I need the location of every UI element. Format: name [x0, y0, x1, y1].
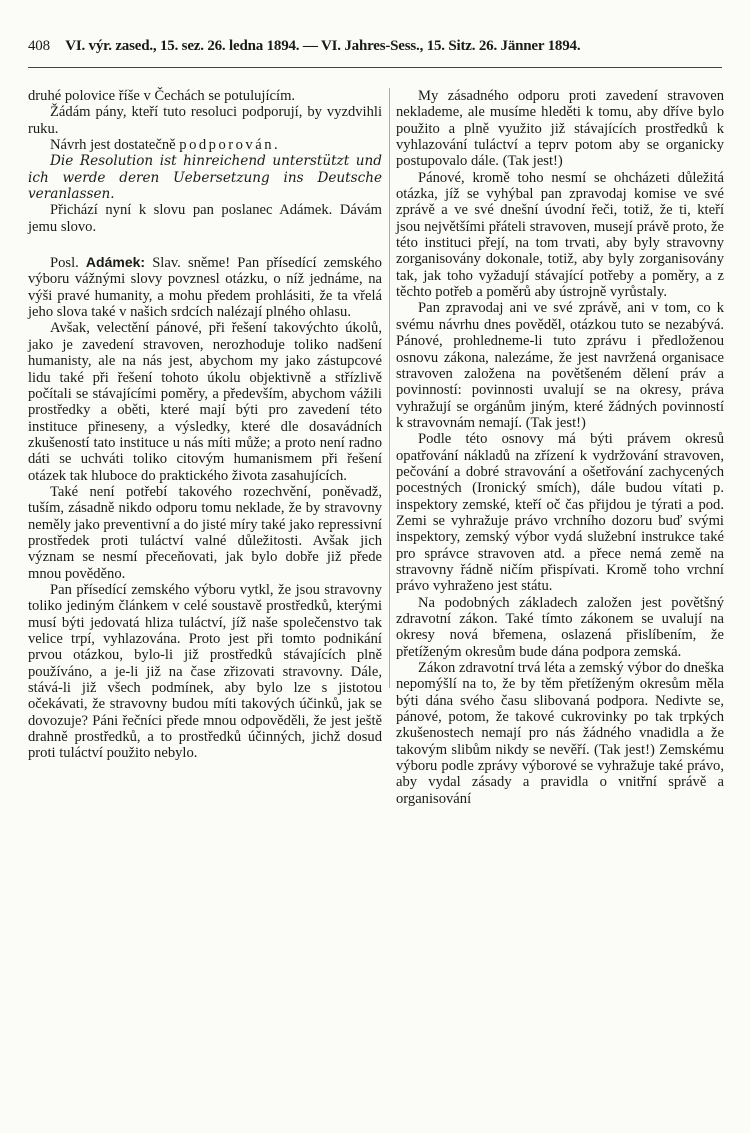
paragraph: Pan zpravodaj ani ve své zprávě, ani v tom, co k svému návrhu dnes pověděl, otázkou tuto se nezabývá. Pánové, prohledneme-li tuto zprávu i předloženou osnovu zákona, nalezáme, že jest navržená organisace stravoven založena na povětšeném dělení práv a povinností: povinnosti uvalují se na okresy, práva vyhražují se orgánům jiným, které žádných povinností k stravovnám nemají. (Tak jest!) [396, 300, 724, 431]
column-divider [389, 88, 390, 688]
text-run: Posl. [50, 255, 79, 272]
header-title: VI. výr. zased., 15. sez. 26. ledna 1894. — VI. Jahres-Sess., 15. Sitz. 26. Jänner 1894. [65, 38, 581, 54]
paragraph: druhé polovice říše v Čechách se potulujícím. [28, 88, 296, 104]
spaced-text: podporován. [179, 137, 281, 154]
paragraph: My zásadného odporu proti zavedení stravoven neklademe, ale musíme hleděti k tomu, aby dříve bylo použito a plně využito již stávajících prostředků k vyhlazování tuláctví a teprv potom aby se organicky postupovalo dále. (Tak jest!) [396, 88, 724, 170]
paragraph [28, 137, 382, 153]
paragraph: Pan přísedící zemského výboru vytkl, že jsou stravovny toliko jediným článkem v celé soustavě prostředků, kterými musí býti jedovatá hliza tuláctví, jíž naše společenstvo tak velice trpí, vyhlazována. Proto jest při tomto podnikání prvou otázkou, bylo-li již prostředků stávajících plně používáno, a je-li již na čase zřizovati stravovny. Dále, stává-li již všech podmínek, aby bylo lze s jistotou očekávati, že stravovny budou míti takových účinků, jak se dovozuje? Páni řečníci přede mnou odpověděli, že jest ještě drahně prostředků, a to prostředků účinných, jichž dosud proti tuláctví použito nebylo. [28, 581, 382, 762]
left-column [28, 88, 382, 762]
right-column [396, 88, 724, 807]
paragraph: Na podobných základech založen jest povětšný zdravotní zákon. Také tímto zákonem se uvalují na okresy nová břemena, oslazená přislíbením, že přetíženým okresům bude dána podpora zemská. [396, 594, 724, 660]
header-rule [28, 67, 722, 68]
speaker-name: Adámek: [85, 254, 146, 271]
paragraph: Přichází nyní k slovu pan poslanec Adámek. Dávám jemu slovo. [28, 202, 382, 235]
paragraph: Avšak, velectění pánové, při řešení takovýchto úkolů, jako je zavedení stravoven, nerozhoduje toliko nadšení humanisty, ale na nás jest, abychom my jako zástupcové lidu také při řešení tohoto úkolu objektivně a střízlivě počítali se stávajícími poměry, a především, abychom vážili prostředky a oběti, které mají býti pro zavedení této instituce přineseny, a výsledky, které dle dosavádních zkušeností tato instituce u nás míti může; a proto není radno dáti se uchváti toliko citovým humanismem při řešení otázek tak hluboce do praktického života zasahujících. [28, 320, 382, 484]
paragraph: Žádám pány, kteří tuto resoluci podporují, by vyzdvihli ruku. [28, 104, 382, 137]
paragraph: Také není potřebí takového rozechvění, poněvadž, tuším, zásadně nikdo odporu tomu neklade, že by stravovny neměly jako preventivní a do jisté míry také jako repressivní prostředek proti tuláctví valné důležitosti. Avšak jich význam se nesmí přeceňovati, jak bylo dobře již přede mnou pověděno. [28, 483, 382, 582]
page-header [28, 38, 722, 55]
text-run: Slav. sněme! Pan přísedící zemského výboru vážnými slovy povznesl otázku, o níž jednáme, na výši pravé humanity, a mohu předem prohlásiti, že ta vřelá jeho slova také v našich srdcích nalézají plného ohlasu. [28, 255, 382, 321]
page-number: 408 [28, 38, 50, 54]
paragraph: Pánové, kromě toho nesmí se ohcházeti důležitá otázka, jíž se vyhýbal pan zpravodaj komise ve své zprávě a ve své dnešní úvodní řeči, totiž, že ti, kteří jsou největšími přáteli stravoven, musejí právě proto, že této instituci přejí, na tom trvati, aby byly stravovny zorganisovány dokonale, totiž, aby byly zorganisovány tak, jak toho vyžadují stávající potřeby a poměry, a z těchto potřeb a poměrů aby ústrojně vyrůstaly. [396, 169, 724, 301]
german-paragraph: Die Resolution ist hinreichend unterstützt und ich werde deren Uebersetzung ins Deutsche veranlassen. [28, 153, 382, 203]
paragraph: Zákon zdravotní trvá léta a zemský výbor do dneška nepomýšlí na to, že by těm přetíženým okresům měla býti dána svého času slibovaná podpora. Nedivte se, pánové, potom, že takové cukrovinky po tak trpkých zkušenostech nemají pro nás žádného vnadidla a že takovým slibům nikdy se nevěří. (Tak jest!) Zemskému výboru podle zprávy výborové se vyhražuje také právo, aby vydal zásady a pravidla o vnitřní správě a organisování [396, 660, 724, 807]
paragraph: Podle této osnovy má býti právem okresů opatřování nákladů na zřízení k vydržování stravoven, pečování a dobré stravování a ošetřování zachycených pocestných (Ironický smích), dále budou vítati p. inspektory zemské, kteří oč čas přijdou je týrati a pod. Zemi se vyhražuje právo vrchního dozoru buď svými inspektory, zemský výbor vydá služební instrukce také pro správce stravoven atd. a přece nemá země na stravovny řádně ničím přispívati. Kromě toho vrchní právo vyhraženo jest státu. [396, 431, 724, 595]
text-run: Návrh jest dostatečně [50, 137, 176, 154]
speech-paragraph [28, 254, 382, 320]
